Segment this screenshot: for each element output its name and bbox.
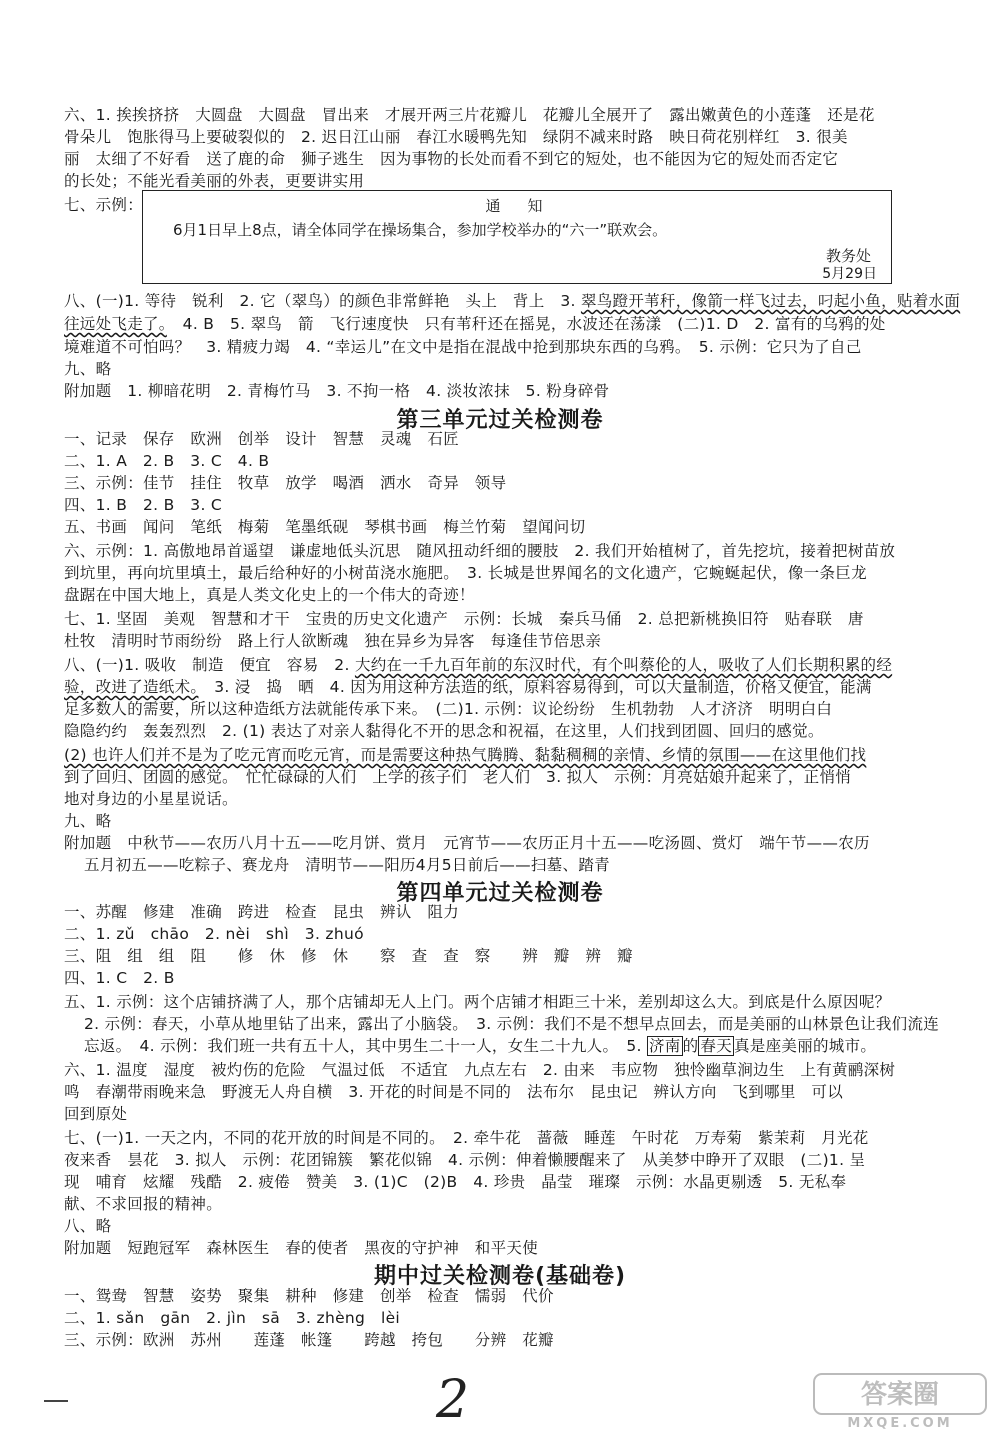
underlined-answer: 翠鸟蹬开苇秆，像箭一样飞过去，叼起小鱼，贴着水面: [580, 292, 961, 310]
text-span: 3. 浸 捣 晒 4. 因为用这种方法造的纸，原料容易得到，可以大量制造，价格又便宜，能满: [198, 678, 872, 696]
text-span: 八、(一)1. 等待 锐利 2. 它（翠鸟）的颜色非常鲜艳 头上 背上 3.: [64, 292, 581, 310]
text-line: 二、1. A 2. B 3. C 4. B: [64, 452, 270, 470]
text-span: 5.: [626, 1037, 647, 1055]
notice-date: 5月29日: [822, 266, 877, 282]
text-line: 附加题 1. 柳暗花明 2. 青梅竹马 3. 不拘一格 4. 淡妆浓抹 5. 粉身碎骨: [64, 382, 610, 400]
text-line: 杜牧 清明时节雨纷纷 路上行人欲断魂 独在异乡为异客 每逢佳节倍思亲: [64, 632, 602, 650]
text-line: 二、1. zǔ chāo 2. nèi shì 3. zhuó: [64, 925, 364, 943]
notice-org: 教务处: [825, 247, 871, 265]
text-line: 四、1. B 2. B 3. C: [64, 496, 223, 514]
text-line: 六、1. 温度 湿度 被灼伤的危险 气温过低 不适宜 九点左右 2. 由来 韦应物 独怜幽草涧边生 上有黄鹂深树: [64, 1061, 896, 1079]
text-line: 骨朵儿 饱胀得马上要破裂似的 2. 迟日江山丽 春江水暖鸭先知 绿阴不减来时路 映日荷花别样红 3. 很美: [64, 128, 848, 146]
text-line: 附加题 中秋节——农历八月十五——吃月饼、赏月 元宵节——农历正月十五——吃汤圆、赏灯 端午节——农历: [64, 834, 870, 852]
text-span: 八、(一)1. 吸收 制造 便宜 容易 2.: [64, 656, 355, 674]
text-line: 境难道不可怕吗？ 3. 精疲力竭 4. “幸运儿”在文中是指在混战中抢到那块东西的乌鸦。 5. 示例：它只为了自己: [64, 338, 862, 356]
text-line: 夜来香 昙花 3. 拟人 示例：花团锦簇 繁花似锦 4. 示例：伸着懒腰醒来了 从美梦中睁开了双眼 (二)1. 呈: [64, 1151, 866, 1169]
text-span: 真是座美丽的城市。: [734, 1037, 877, 1055]
text-line: 三、示例：欧洲 苏州 莲蓬 帐篷 跨越 挎包 分辨 花瓣: [64, 1331, 554, 1349]
notice-content: 6月1日早上8点，请全体同学在操场集合，参加学校举办的“六一”联欢会。: [173, 221, 668, 239]
text-line: 现 哺育 炫耀 残酷 2. 疲倦 赞美 3. (1)C (2)B 4. 珍贵 晶莹 璀璨 示例：水晶更剔透 5. 无私奉: [64, 1173, 847, 1191]
text-line: 盘踞在中国大地上，真是人类文化史上的一个伟大的奇迹！: [64, 586, 475, 604]
section-heading: 第三单元过关检测卷: [396, 408, 604, 433]
text-line: 一、记录 保存 欧洲 创举 设计 智慧 灵魂 石匠: [64, 430, 460, 448]
text-line: 七、(一)1. 一天之内，不同的花开放的时间是不同的。 2. 牵牛花 蔷薇 睡莲 午时花 万寿菊 紫茉莉 月光花: [64, 1129, 869, 1147]
text-line: 五月初五——吃粽子、赛龙舟 清明节——阳历4月5日前后——扫墓、踏青: [84, 856, 610, 874]
text-line: [64, 654, 892, 676]
footer-dash: [44, 1400, 68, 1402]
text-line: 鸣 春潮带雨晚来急 野渡无人舟自横 3. 开花的时间是不同的 法布尔 昆虫记 辨认方向 飞到哪里 可以: [64, 1083, 844, 1101]
text-line: 丽 太细了不好看 送了鹿的命 狮子逃生 因为事物的长处而看不到它的短处，也不能因为它的短处而否定它: [64, 150, 839, 168]
watermark-icon: [812, 1370, 988, 1430]
underlined-answer: 往远处飞走了。: [64, 315, 167, 333]
watermark-url: MXQE.COM: [847, 1416, 953, 1430]
underlined-answer: 大约在一千九百年前的东汉时代，有个叫蔡伦的人，吸收了人们长期积累的经: [354, 656, 893, 674]
underlined-answer: 验，改进了造纸术。: [64, 678, 199, 696]
notice-box: [142, 190, 892, 284]
text-line: 隐隐约约 轰轰烈烈 2. (1) 表达了对亲人黏得化不开的思念和祝福，在这里，人们找到团圆、回归的感觉。: [64, 722, 824, 740]
text-line: 到坑里，再向坑里填土，最后给种好的小树苗浇水施肥。 3. 长城是世界闻名的文化遗产，它蜿蜒起伏，像一条巨龙: [64, 564, 867, 582]
text-span: 的: [682, 1037, 699, 1055]
text-span: 忘返。 4. 示例：我们班一共有五十人，其中男生二十一人，女生二十九人。: [84, 1037, 611, 1055]
text-line: 2. 示例：春天，小草从地里钻了出来，露出了小脑袋。 3. 示例：我们不是不想早点回去，而是美丽的山林景色让我们流连: [84, 1015, 940, 1033]
boxed-word: 济南: [648, 1037, 681, 1055]
text-line: 七、示例：: [64, 196, 144, 214]
text-line: 五、书画 闻问 笔纸 梅菊 笔墨纸砚 琴棋书画 梅兰竹菊 望闻问切: [64, 518, 586, 536]
text-line: 八、略: [64, 1217, 112, 1235]
text-line: 六、示例：1. 高傲地昂首遥望 谦虚地低头沉思 随风扭动纤细的腰肢 2. 我们开始植树了，首先挖坑，接着把树苗放: [64, 542, 896, 560]
boxed-word: 春天: [700, 1037, 732, 1055]
text-line: 四、1. C 2. B: [64, 969, 175, 987]
underlined-answer: (2) 也许人们并不是为了吃元宵而吃元宵，而是需要这种热气腾腾、黏黏稠稠的亲情、乡情的氛围——在这里他们找: [64, 746, 867, 764]
text-line: 地对身边的小星星说话。: [64, 790, 238, 808]
section-heading: 期中过关检测卷(基础卷): [373, 1264, 627, 1289]
text-line: 五、1. 示例：这个店铺挤满了人，那个店铺却无人上门。两个店铺才相距三十米，差别却这么大。到底是什么原因呢？: [64, 993, 891, 1011]
notice-title: 通 知: [485, 197, 549, 215]
text-span: 4. B 5. 翠鸟 箭 飞行速度快 只有苇秆还在摇晃，水波还在荡漾 (二)1. D 2. 富有的乌鸦的处: [166, 315, 886, 333]
text-line: 一、鸳鸯 智慧 姿势 聚集 耕种 修建 创举 检查 懦弱 代价: [64, 1287, 554, 1305]
watermark-title: 答案圈: [860, 1380, 940, 1410]
text-line: 九、略: [64, 360, 112, 378]
text-line: 献、不求回报的精神。: [64, 1195, 223, 1213]
text-line: 一、苏醒 修建 准确 跨进 检查 昆虫 辨认 阻力: [64, 903, 460, 921]
section-heading: 第四单元过关检测卷: [396, 881, 604, 906]
text-line: [64, 313, 886, 335]
text-line: [84, 1035, 876, 1057]
text-line: [64, 290, 960, 312]
text-line: 三、阻 组 组 阻 修 休 修 休 察 查 查 察 辨 瓣 辨 瓣: [64, 947, 633, 965]
text-line: 回到原处: [64, 1105, 128, 1123]
text-line: 三、示例：佳节 挂住 牧草 放学 喝酒 洒水 奇异 领导: [64, 474, 507, 492]
text-line: 到了回归、团圆的感觉。 忙忙碌碌的人们 上学的孩子们 老人们 3. 拟人 示例：月亮姑娘升起来了，正悄悄: [64, 768, 852, 786]
text-line: 七、1. 坚固 美观 智慧和才干 宝贵的历史文化遗产 示例：长城 秦兵马俑 2. 总把新桃换旧符 贴春联 唐: [64, 610, 864, 628]
text-line: 足多数人的需要，所以这种造纸方法就能传承下来。 (二)1. 示例：议论纷纷 生机勃勃 人才济济 明明白白: [64, 700, 833, 718]
handwritten-page-number: 2: [436, 1370, 470, 1430]
text-line: 二、1. sǎn gān 2. jìn sā 3. zhèng lèi: [64, 1309, 401, 1327]
text-line: 六、1. 挨挨挤挤 大圆盘 大圆盘 冒出来 才展开两三片花瓣儿 花瓣儿全展开了 露出嫩黄色的小莲蓬 还是花: [64, 106, 875, 124]
text-line: 九、略: [64, 812, 112, 830]
watermark-logo: [812, 1370, 988, 1430]
text-line: 的长处；不能光看美丽的外表，更要讲实用: [64, 172, 365, 190]
text-line: 附加题 短跑冠军 森林医生 春的使者 黑夜的守护神 和平天使: [64, 1239, 539, 1257]
text-line: [64, 676, 872, 698]
